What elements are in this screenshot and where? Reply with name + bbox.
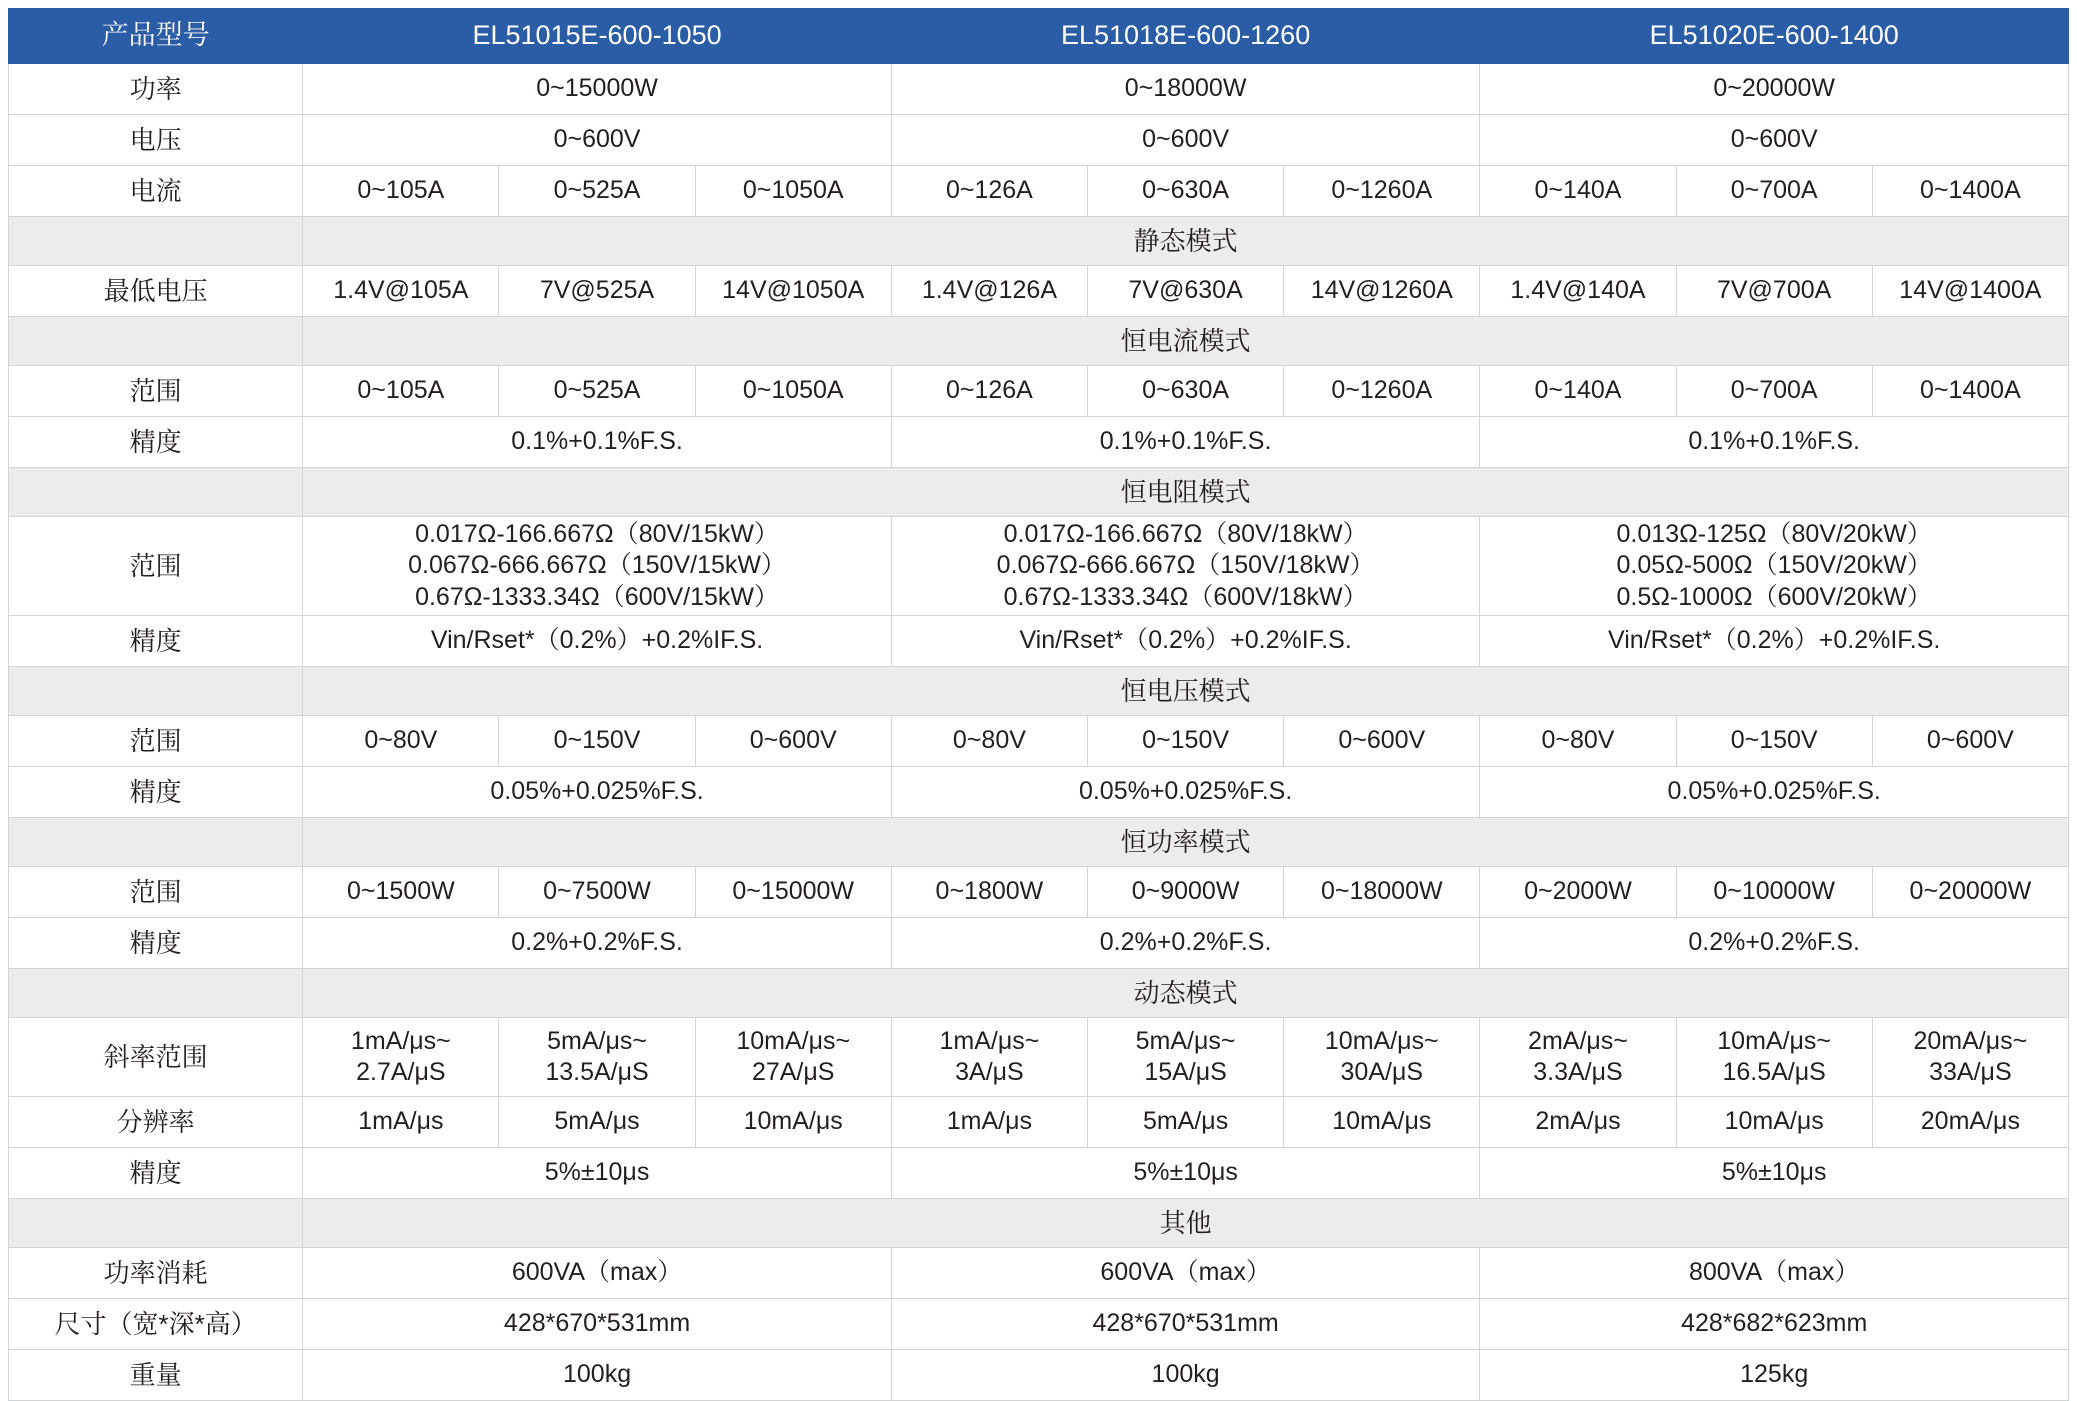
min-voltage-value-6: 14V@1260A xyxy=(1284,266,1480,317)
table-row xyxy=(9,715,2069,766)
dyn-accuracy-value-2: 5%±10μs xyxy=(891,1147,1480,1198)
section-spacer xyxy=(9,217,303,266)
cc-range-value-7: 0~140A xyxy=(1480,366,1676,417)
cp-range-value-8: 0~10000W xyxy=(1676,866,1872,917)
current-value-9: 0~1400A xyxy=(1872,166,2068,217)
cv-range-value-7: 0~80V xyxy=(1480,715,1676,766)
power-value-2: 0~18000W xyxy=(891,64,1480,115)
row-label-resolution: 分辨率 xyxy=(9,1096,303,1147)
cc-range-value-2: 0~525A xyxy=(499,366,695,417)
section-row-cp-mode xyxy=(9,817,2069,866)
row-label-voltage: 电压 xyxy=(9,115,303,166)
slew-rate-value-9: 20mA/μs~ 33A/μS xyxy=(1872,1017,2068,1096)
cv-range-value-5: 0~150V xyxy=(1088,715,1284,766)
cp-range-value-7: 0~2000W xyxy=(1480,866,1676,917)
cc-range-value-3: 0~1050A xyxy=(695,366,891,417)
row-label-min-voltage: 最低电压 xyxy=(9,266,303,317)
row-label-dyn-accuracy: 精度 xyxy=(9,1147,303,1198)
cr-range-value-2: 0.017Ω-166.667Ω（80V/18kW） 0.067Ω-666.667Ω（150V/18kW） 0.67Ω-1333.34Ω（600V/18kW） xyxy=(891,517,1480,616)
table-row xyxy=(9,1017,2069,1096)
section-title-static-mode: 静态模式 xyxy=(303,217,2069,266)
cv-accuracy-value-3: 0.05%+0.025%F.S. xyxy=(1480,766,2069,817)
cp-accuracy-value-1: 0.2%+0.2%F.S. xyxy=(303,917,892,968)
current-value-2: 0~525A xyxy=(499,166,695,217)
resolution-value-7: 2mA/μs xyxy=(1480,1096,1676,1147)
resolution-value-3: 10mA/μs xyxy=(695,1096,891,1147)
row-label-cp-range: 范围 xyxy=(9,866,303,917)
row-label-cr-accuracy: 精度 xyxy=(9,615,303,666)
cc-range-value-6: 0~1260A xyxy=(1284,366,1480,417)
resolution-value-6: 10mA/μs xyxy=(1284,1096,1480,1147)
cc-range-value-9: 0~1400A xyxy=(1872,366,2068,417)
cp-range-value-3: 0~15000W xyxy=(695,866,891,917)
dyn-accuracy-value-1: 5%±10μs xyxy=(303,1147,892,1198)
section-title-cv-mode: 恒电压模式 xyxy=(303,666,2069,715)
table-row xyxy=(9,517,2069,616)
weight-value-3: 125kg xyxy=(1480,1349,2069,1400)
section-row-other xyxy=(9,1198,2069,1247)
header-model-1: EL51015E-600-1050 xyxy=(303,9,892,64)
cp-accuracy-value-3: 0.2%+0.2%F.S. xyxy=(1480,917,2069,968)
table-row xyxy=(9,417,2069,468)
section-row-cr-mode xyxy=(9,468,2069,517)
table-row xyxy=(9,866,2069,917)
section-spacer xyxy=(9,666,303,715)
cr-accuracy-value-1: Vin/Rset*（0.2%）+0.2%IF.S. xyxy=(303,615,892,666)
current-value-7: 0~140A xyxy=(1480,166,1676,217)
cv-range-value-8: 0~150V xyxy=(1676,715,1872,766)
row-label-cv-accuracy: 精度 xyxy=(9,766,303,817)
cp-range-value-4: 0~1800W xyxy=(891,866,1087,917)
header-model-3: EL51020E-600-1400 xyxy=(1480,9,2069,64)
table-row xyxy=(9,1247,2069,1298)
resolution-value-1: 1mA/μs xyxy=(303,1096,499,1147)
min-voltage-value-7: 1.4V@140A xyxy=(1480,266,1676,317)
current-value-5: 0~630A xyxy=(1088,166,1284,217)
section-title-cp-mode: 恒功率模式 xyxy=(303,817,2069,866)
row-label-cp-accuracy: 精度 xyxy=(9,917,303,968)
section-title-other: 其他 xyxy=(303,1198,2069,1247)
power-value-1: 0~15000W xyxy=(303,64,892,115)
row-label-slew-rate: 斜率范围 xyxy=(9,1017,303,1096)
slew-rate-value-3: 10mA/μs~ 27A/μS xyxy=(695,1017,891,1096)
cp-range-value-6: 0~18000W xyxy=(1284,866,1480,917)
resolution-value-4: 1mA/μs xyxy=(891,1096,1087,1147)
cp-accuracy-value-2: 0.2%+0.2%F.S. xyxy=(891,917,1480,968)
table-row xyxy=(9,64,2069,115)
weight-value-1: 100kg xyxy=(303,1349,892,1400)
cv-accuracy-value-2: 0.05%+0.025%F.S. xyxy=(891,766,1480,817)
section-spacer xyxy=(9,468,303,517)
table-row xyxy=(9,615,2069,666)
row-label-current: 电流 xyxy=(9,166,303,217)
row-label-cc-accuracy: 精度 xyxy=(9,417,303,468)
table-row xyxy=(9,917,2069,968)
power-consumption-value-2: 600VA（max） xyxy=(891,1247,1480,1298)
power-value-3: 0~20000W xyxy=(1480,64,2069,115)
table-row xyxy=(9,166,2069,217)
cr-accuracy-value-3: Vin/Rset*（0.2%）+0.2%IF.S. xyxy=(1480,615,2069,666)
table-row xyxy=(9,1147,2069,1198)
row-label-power: 功率 xyxy=(9,64,303,115)
slew-rate-value-8: 10mA/μs~ 16.5A/μS xyxy=(1676,1017,1872,1096)
cv-range-value-3: 0~600V xyxy=(695,715,891,766)
cc-accuracy-value-2: 0.1%+0.1%F.S. xyxy=(891,417,1480,468)
voltage-value-3: 0~600V xyxy=(1480,115,2069,166)
section-row-static-mode xyxy=(9,217,2069,266)
power-consumption-value-3: 800VA（max） xyxy=(1480,1247,2069,1298)
row-label-cr-range: 范围 xyxy=(9,517,303,616)
resolution-value-2: 5mA/μs xyxy=(499,1096,695,1147)
cv-range-value-4: 0~80V xyxy=(891,715,1087,766)
row-label-weight: 重量 xyxy=(9,1349,303,1400)
current-value-6: 0~1260A xyxy=(1284,166,1480,217)
cc-accuracy-value-1: 0.1%+0.1%F.S. xyxy=(303,417,892,468)
min-voltage-value-1: 1.4V@105A xyxy=(303,266,499,317)
table-row xyxy=(9,1298,2069,1349)
cp-range-value-9: 0~20000W xyxy=(1872,866,2068,917)
cc-range-value-4: 0~126A xyxy=(891,366,1087,417)
slew-rate-value-4: 1mA/μs~ 3A/μS xyxy=(891,1017,1087,1096)
min-voltage-value-2: 7V@525A xyxy=(499,266,695,317)
cr-range-value-1: 0.017Ω-166.667Ω（80V/15kW） 0.067Ω-666.667Ω（150V/15kW） 0.67Ω-1333.34Ω（600V/15kW） xyxy=(303,517,892,616)
cc-accuracy-value-3: 0.1%+0.1%F.S. xyxy=(1480,417,2069,468)
section-spacer xyxy=(9,817,303,866)
table-row xyxy=(9,1349,2069,1400)
current-value-8: 0~700A xyxy=(1676,166,1872,217)
table-row xyxy=(9,1096,2069,1147)
cv-range-value-6: 0~600V xyxy=(1284,715,1480,766)
section-title-cr-mode: 恒电阻模式 xyxy=(303,468,2069,517)
current-value-1: 0~105A xyxy=(303,166,499,217)
min-voltage-value-4: 1.4V@126A xyxy=(891,266,1087,317)
slew-rate-value-6: 10mA/μs~ 30A/μS xyxy=(1284,1017,1480,1096)
slew-rate-value-1: 1mA/μs~ 2.7A/μS xyxy=(303,1017,499,1096)
power-consumption-value-1: 600VA（max） xyxy=(303,1247,892,1298)
table-header-row xyxy=(9,9,2069,64)
dimensions-value-1: 428*670*531mm xyxy=(303,1298,892,1349)
row-label-power-consumption: 功率消耗 xyxy=(9,1247,303,1298)
voltage-value-2: 0~600V xyxy=(891,115,1480,166)
header-label: 产品型号 xyxy=(9,9,303,64)
section-row-cv-mode xyxy=(9,666,2069,715)
table-row xyxy=(9,766,2069,817)
section-row-cc-mode xyxy=(9,317,2069,366)
min-voltage-value-8: 7V@700A xyxy=(1676,266,1872,317)
cr-accuracy-value-2: Vin/Rset*（0.2%）+0.2%IF.S. xyxy=(891,615,1480,666)
header-model-2: EL51018E-600-1260 xyxy=(891,9,1480,64)
min-voltage-value-5: 7V@630A xyxy=(1088,266,1284,317)
min-voltage-value-9: 14V@1400A xyxy=(1872,266,2068,317)
cv-range-value-9: 0~600V xyxy=(1872,715,2068,766)
dimensions-value-2: 428*670*531mm xyxy=(891,1298,1480,1349)
section-spacer xyxy=(9,968,303,1017)
resolution-value-8: 10mA/μs xyxy=(1676,1096,1872,1147)
min-voltage-value-3: 14V@1050A xyxy=(695,266,891,317)
cc-range-value-8: 0~700A xyxy=(1676,366,1872,417)
cc-range-value-5: 0~630A xyxy=(1088,366,1284,417)
current-value-4: 0~126A xyxy=(891,166,1087,217)
cv-accuracy-value-1: 0.05%+0.025%F.S. xyxy=(303,766,892,817)
resolution-value-9: 20mA/μs xyxy=(1872,1096,2068,1147)
section-spacer xyxy=(9,1198,303,1247)
section-title-dynamic-mode: 动态模式 xyxy=(303,968,2069,1017)
section-spacer xyxy=(9,317,303,366)
row-label-dimensions: 尺寸（宽*深*高） xyxy=(9,1298,303,1349)
resolution-value-5: 5mA/μs xyxy=(1088,1096,1284,1147)
voltage-value-1: 0~600V xyxy=(303,115,892,166)
specifications-table xyxy=(8,8,2069,1401)
table-row xyxy=(9,366,2069,417)
table-row xyxy=(9,115,2069,166)
cv-range-value-2: 0~150V xyxy=(499,715,695,766)
table-row xyxy=(9,266,2069,317)
section-row-dynamic-mode xyxy=(9,968,2069,1017)
slew-rate-value-2: 5mA/μs~ 13.5A/μS xyxy=(499,1017,695,1096)
row-label-cv-range: 范围 xyxy=(9,715,303,766)
slew-rate-value-7: 2mA/μs~ 3.3A/μS xyxy=(1480,1017,1676,1096)
cr-range-value-3: 0.013Ω-125Ω（80V/20kW） 0.05Ω-500Ω（150V/20kW） 0.5Ω-1000Ω（600V/20kW） xyxy=(1480,517,2069,616)
section-title-cc-mode: 恒电流模式 xyxy=(303,317,2069,366)
weight-value-2: 100kg xyxy=(891,1349,1480,1400)
current-value-3: 0~1050A xyxy=(695,166,891,217)
cp-range-value-1: 0~1500W xyxy=(303,866,499,917)
row-label-cc-range: 范围 xyxy=(9,366,303,417)
cp-range-value-5: 0~9000W xyxy=(1088,866,1284,917)
slew-rate-value-5: 5mA/μs~ 15A/μS xyxy=(1088,1017,1284,1096)
cp-range-value-2: 0~7500W xyxy=(499,866,695,917)
cc-range-value-1: 0~105A xyxy=(303,366,499,417)
dimensions-value-3: 428*682*623mm xyxy=(1480,1298,2069,1349)
dyn-accuracy-value-3: 5%±10μs xyxy=(1480,1147,2069,1198)
cv-range-value-1: 0~80V xyxy=(303,715,499,766)
